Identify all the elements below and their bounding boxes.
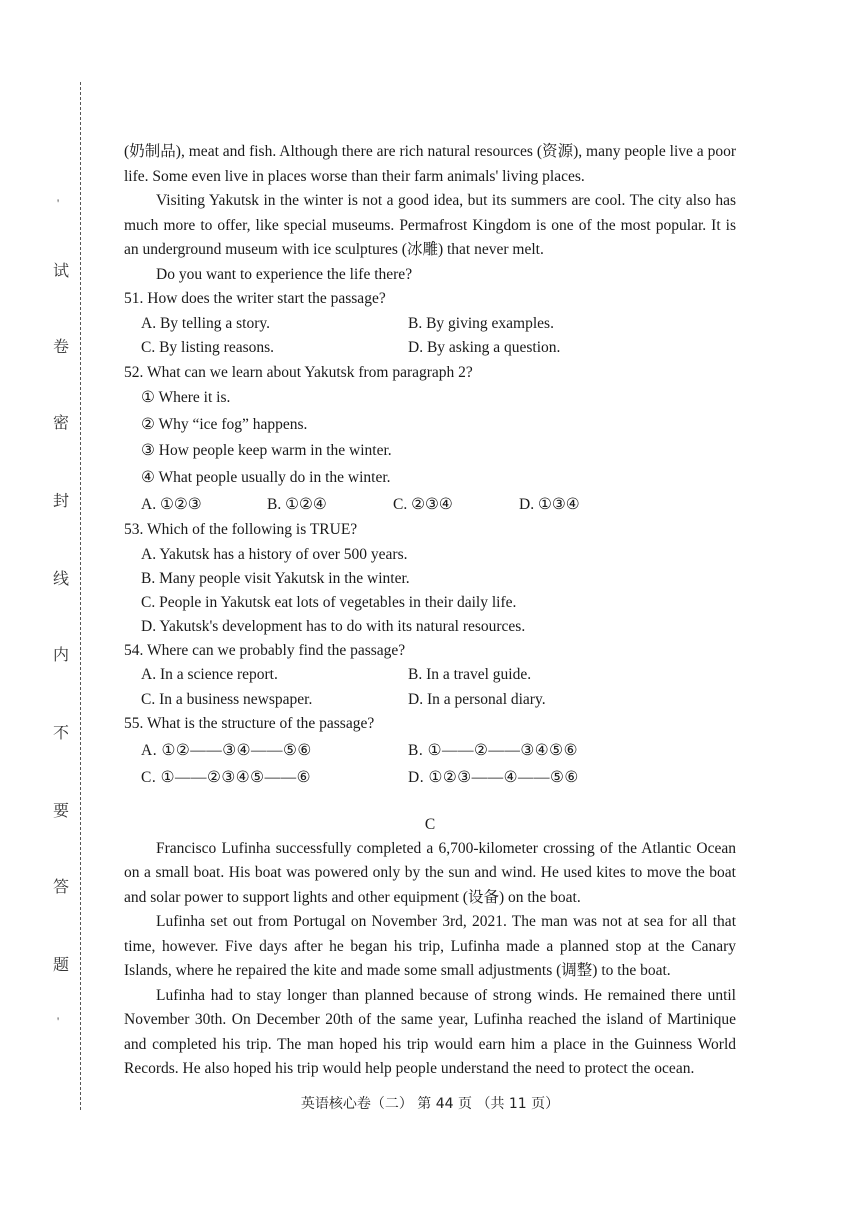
option-c: C. By listing reasons. [141, 339, 275, 356]
option-b: B. Many people visit Yakutsk in the winter. [141, 569, 410, 587]
question-51 [124, 287, 736, 361]
passage-b-closing-question: Do you want to experience the life there? [156, 265, 413, 283]
passage-b-continuation: (奶制品), meat and fish. Although there are rich natural resources (资源), many people live a poor life. Some even live in places worse than their farm animals' living places. [124, 143, 736, 185]
option-a: A. ①②——③④——⑤⑥ [141, 741, 312, 759]
option-a: A. Yakutsk has a history of over 500 years. [141, 545, 408, 563]
option-c: C. ①——②③④⑤——⑥ [141, 768, 311, 786]
option-c: C. ②③④ [393, 496, 453, 513]
seal-char-9: 答 [52, 877, 69, 896]
question-stem: 51. How does the writer start the passage? [124, 290, 386, 307]
option-b: B. ①②④ [267, 496, 327, 513]
question-52 [124, 361, 736, 519]
question-stem: 53. Which of the following is TRUE? [124, 521, 358, 538]
section-heading: C [424, 815, 436, 833]
option-d: D. ①②③——④——⑤⑥ [408, 768, 579, 786]
option-b: B. In a travel guide. [408, 666, 532, 683]
passage-c-paragraph-3: Lufinha had to stay longer than planned because of strong winds. He remained there until November 30th. On December 20th of the same year, Lufinha reached the island of Martinique and completed his trip. The man hoped his trip would earn him a place in the Guinness World Records. He also hoped his trip would help people understand the need to protect the ocean. [124, 986, 736, 1077]
option-b: B. By giving examples. [408, 314, 554, 332]
option-a: A. By telling a story. [141, 314, 271, 332]
question-stem: 52. What can we learn about Yakutsk from paragraph 2? [124, 363, 473, 381]
passage-b-visit-paragraph: Visiting Yakutsk in the winter is not a good idea, but its summers are cool. The city also has much more to offer, like special museums. Permafrost Kingdom is one of the most popular. It is an underground museum with ice sculptures (冰雕) that never melt. [124, 192, 736, 258]
option-d: D. ①③④ [519, 496, 580, 513]
passage-c-paragraph-1: Francisco Lufinha successfully completed a 6,700-kilometer crossing of the Atlantic Ocean on a small boat. His boat was powered only by the sun and wind. He used kites to move the boat and solar power to support lights and other equipment (设备) on the boat. [124, 839, 736, 906]
option-b: B. ①——②——③④⑤⑥ [408, 741, 578, 759]
binding-dashed-line [80, 82, 81, 1110]
statement-item: ④ What people usually do in the winter. [141, 468, 391, 486]
margin-tick: ' [57, 1014, 60, 1028]
question-54 [124, 639, 736, 713]
options-row [124, 491, 736, 518]
option-c: C. In a business newspaper. [141, 690, 313, 708]
seal-char-1: 试 [52, 261, 69, 280]
question-stem: 54. Where can we probably find the passage? [124, 641, 406, 659]
statement-item: ① Where it is. [141, 389, 231, 406]
statement-item: ③ How people keep warm in the winter. [141, 442, 392, 459]
options-row [124, 764, 736, 791]
options-row [124, 737, 736, 764]
question-stem: 55. What is the structure of the passage? [124, 715, 375, 732]
option-d: D. In a personal diary. [408, 690, 546, 708]
seal-char-8: 要 [52, 801, 69, 820]
seal-char-4: 封 [52, 491, 69, 510]
option-d: D. Yakutsk's development has to do with its natural resources. [141, 617, 526, 635]
option-d: D. By asking a question. [408, 339, 561, 356]
seal-char-7: 不 [52, 723, 69, 742]
options-row [124, 312, 736, 337]
option-c: C. People in Yakutsk eat lots of vegetables in their daily life. [141, 593, 517, 611]
option-a: A. In a science report. [141, 666, 278, 683]
binding-margin [0, 0, 110, 1217]
passage-c-paragraph-2: Lufinha set out from Portugal on November 3rd, 2021. The man was not at sea for all that time, however. Five days after he began his trip, Lufinha made a planned stop at the Canary Islands, where he repaired the kite and made some small adjustments (调整) to the boat. [124, 913, 736, 979]
options-row [124, 336, 736, 361]
page-footer: 英语核心卷（二） 第 44 页 （共 11 页） [300, 1096, 560, 1112]
margin-tick: ' [57, 196, 60, 210]
question-53 [124, 518, 736, 639]
page-content [124, 140, 736, 1082]
option-a: A. ①②③ [141, 496, 202, 513]
options-row [124, 688, 736, 713]
statement-item: ② Why “ice fog” happens. [141, 415, 308, 433]
seal-char-3: 密 [52, 413, 69, 432]
seal-char-2: 卷 [52, 337, 69, 356]
seal-char-5: 线 [52, 569, 69, 588]
options-row [124, 663, 736, 688]
seal-char-6: 内 [52, 645, 69, 664]
seal-char-10: 题 [52, 955, 69, 974]
question-55 [124, 712, 736, 791]
